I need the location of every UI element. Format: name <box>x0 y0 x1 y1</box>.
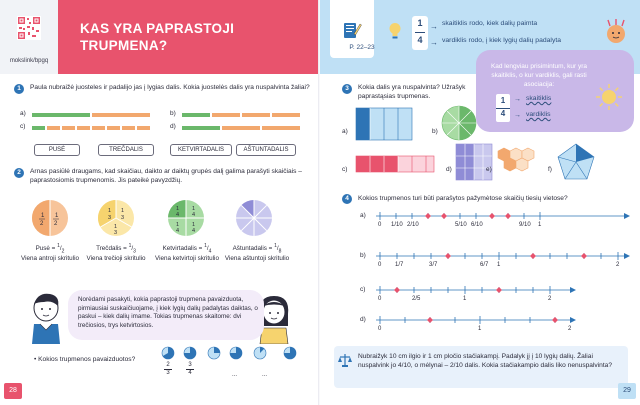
line-d-tick-0: 0 <box>378 326 382 332</box>
circle-half <box>30 196 70 240</box>
svg-text:3: 3 <box>114 230 118 236</box>
task-5-box <box>334 346 628 388</box>
tag-ketvirtadalis[interactable]: KETVIRTADALIS <box>170 144 232 156</box>
svg-text:3: 3 <box>108 215 112 221</box>
speech-bubble <box>68 290 264 340</box>
qr-code-icon <box>17 16 41 40</box>
qr-link-text[interactable]: mokslink/bpgq <box>9 58 49 64</box>
circle-quarter-label: Ketvirtadalis = $^1/_4$ <box>162 243 212 255</box>
line-a-tick-10: 1 <box>538 222 542 228</box>
answer-fraction-1: 2 3 <box>164 362 172 377</box>
tag-puse[interactable]: PUSĖ <box>34 144 80 156</box>
hint-word-numerator: skaitiklis <box>526 95 552 102</box>
svg-text:1: 1 <box>108 208 112 214</box>
answer-dots-2: ... <box>262 372 268 378</box>
numerator-legend: skaitiklis rodo, kiek dalių paimta <box>442 20 538 27</box>
task-2-question: • Kokios trupmenos pavaizduotos? <box>34 356 136 363</box>
circle-half-label: Pusė = $^1/_2$ <box>35 243 65 255</box>
page-number-right: 29 <box>618 383 636 399</box>
task-1-text: Paula nubraižė juosteles ir padalijo jas į lygias dalis. Kokia juostelės dalis yra nuspalvinta žaliai? <box>30 84 310 91</box>
strip-d <box>182 126 302 130</box>
shape-c <box>354 150 436 176</box>
number-line-d <box>370 310 630 330</box>
svg-text:4: 4 <box>192 212 196 218</box>
line-a-tick-9: 9/10 <box>519 222 531 228</box>
tag-trecdalis[interactable]: TREČDALIS <box>98 144 154 156</box>
lightbulb-icon <box>388 22 402 40</box>
line-c-tick-2w: 2 <box>548 296 552 302</box>
line-b-tick-1w: 1 <box>497 262 501 268</box>
line-a-tick-0: 0 <box>378 222 382 228</box>
task-3-c-label: c) <box>342 166 348 173</box>
page-number-left: 28 <box>4 383 22 399</box>
circle-quarter <box>166 196 206 240</box>
svg-text:1: 1 <box>192 206 196 212</box>
shape-b <box>440 104 478 142</box>
header-fraction <box>412 16 428 50</box>
line-a-tick-1: 1/10 <box>391 222 403 228</box>
shape-f <box>556 142 596 182</box>
task-2-text: Arnas pasiūlė draugams, kad skaičiau, daikto ar daiktų grupės dalį galima parašyti skaičiais – paprastosiomis trupmenomis. Jis pateikė pavyzdžių. <box>30 168 302 184</box>
line-b-tick-1: 1/7 <box>395 262 404 268</box>
line-c-label: c) <box>360 286 366 293</box>
arrow-right-icon: → <box>430 22 438 31</box>
tag-astuntadalis[interactable]: AŠTUNTADALIS <box>236 144 296 156</box>
workbook-ref-box <box>330 0 374 58</box>
right-page <box>320 0 640 405</box>
scales-icon <box>338 352 352 368</box>
task-1-number: 1 <box>14 84 24 94</box>
task-4-text: Kokios trupmenos turi būti parašytos pažymėtose skaičių tiesių vietose? <box>358 195 568 202</box>
task-1-a-label: a) <box>20 110 26 117</box>
svg-text:1: 1 <box>41 213 45 219</box>
task-3-a-label: a) <box>342 128 348 135</box>
shape-d <box>452 142 496 184</box>
sun-icon <box>594 82 624 112</box>
svg-text:3: 3 <box>121 215 125 221</box>
arrow-right-icon: → <box>430 38 438 47</box>
task-4-number: 4 <box>342 194 352 204</box>
page-title: KAS YRA PAPRASTOJI TRUPMENA? <box>80 21 235 53</box>
circle-eighth-label: Aštuntadalis = $^1/_8$ <box>232 243 282 255</box>
task-5-text: Nubraižyk 10 cm ilgio ir 1 cm pločio stačiakampį. Padalyk jį į 10 lygių dalių. Žaliai nuspalvink jo 4/10, o mėlynai – 2/10 dalis. Kokia stačiakampio dalis liko nenuspalvinta? <box>358 353 613 369</box>
strip-c <box>32 126 152 130</box>
hint-fraction: $\frac{1}{4}$ <box>496 94 510 122</box>
line-b-tick-0: 0 <box>378 262 382 268</box>
answer-fraction-2: 3 4 <box>186 362 194 377</box>
hint-text: Kad lengviau prisimintum, kur yra skaitiklis, o kur vardiklis, gali rasti asociacija: <box>490 63 588 88</box>
hint-word-denominator: vardiklis <box>526 111 551 118</box>
header-fraction-denominator: 4 <box>417 35 423 45</box>
task-3-text: Kokia dalis yra nuspalvinta? Užrašyk paprastąsias trupmenas. <box>358 84 466 100</box>
header-fraction-numerator: 1 <box>417 18 423 28</box>
line-a-tick-5: 5/10 <box>455 222 467 228</box>
arrow-right-icon: → <box>514 96 521 103</box>
line-c-tick-1w: 1 <box>463 296 467 302</box>
speech-text: Norėdami pasakyti, kokia paprastoji trupmena pavaizduota, pirmiausiai suskaičiuojame, į kiek lygių dalių padalytas daiktas, o paskui – kiek dalių imame. Tokias trupmenas skaitome: dvi trečiosios, trys ketvirtosios. <box>78 296 258 329</box>
boy-character-icon <box>24 290 68 344</box>
svg-text:1: 1 <box>176 222 180 228</box>
line-a-tick-6: 6/10 <box>471 222 483 228</box>
circle-third-label: Trečdalis = $^1/_3$ <box>96 243 136 255</box>
svg-text:4: 4 <box>176 228 180 234</box>
line-a-label: a) <box>360 212 366 219</box>
pencil-notebook-icon <box>342 20 362 40</box>
svg-text:1: 1 <box>192 222 196 228</box>
answer-dots-1: ... <box>232 372 238 378</box>
svg-text:1: 1 <box>114 224 118 230</box>
task-2-number: 2 <box>14 168 24 178</box>
svg-text:1: 1 <box>176 206 180 212</box>
title-band <box>58 0 320 74</box>
line-d-tick-1: 1 <box>478 326 482 332</box>
shape-e <box>492 146 538 180</box>
line-b-label: b) <box>360 252 366 259</box>
mascot-icon <box>602 18 630 48</box>
circle-third <box>96 196 136 240</box>
task-3-e-label: e) <box>486 166 492 173</box>
line-a-tick-2: 2/10 <box>407 222 419 228</box>
circle-eighth <box>234 196 274 240</box>
shape-a <box>354 104 414 144</box>
svg-text:2: 2 <box>54 221 58 227</box>
line-b-tick-3: 3/7 <box>429 262 438 268</box>
qr-box <box>0 0 58 74</box>
strip-b <box>182 113 302 117</box>
task-1-b-label: b) <box>170 110 176 117</box>
svg-text:1: 1 <box>121 208 125 214</box>
task-1-c-label: c) <box>20 123 26 130</box>
arrow-right-icon: → <box>514 112 521 119</box>
circle-eighth-caption: Viena aštuntoji skritulio <box>224 255 290 262</box>
line-d-tick-2: 2 <box>568 326 572 332</box>
denominator-legend: vardiklis rodo, į kiek lygių dalių padalyta <box>442 37 562 44</box>
task-3-f-label: f) <box>548 166 552 173</box>
strip-a <box>32 113 152 117</box>
task-3-d-label: d) <box>446 166 452 173</box>
task-3-number: 3 <box>342 84 352 94</box>
svg-text:4: 4 <box>192 228 196 234</box>
svg-text:4: 4 <box>176 212 180 218</box>
line-c-tick-2: 2/5 <box>412 296 421 302</box>
task-1-d-label: d) <box>170 123 176 130</box>
workbook-page-ref: P. 22–23 <box>349 44 375 51</box>
svg-text:2: 2 <box>40 221 44 227</box>
circle-third-caption: Viena trečioji skritulio <box>86 255 146 262</box>
circle-quarter-caption: Viena ketvirtoji skritulio <box>155 255 219 262</box>
answer-shapes <box>160 346 310 360</box>
svg-text:1: 1 <box>55 213 59 219</box>
line-c-tick-0: 0 <box>378 296 382 302</box>
circle-half-caption: Viena antroji skritulio <box>21 255 79 262</box>
line-d-label: d) <box>360 316 366 323</box>
line-b-tick-6: 6/7 <box>480 262 489 268</box>
number-line-c <box>370 280 630 300</box>
hint-box <box>476 50 634 132</box>
line-b-tick-2w: 2 <box>616 262 620 268</box>
task-3-b-label: b) <box>432 128 438 135</box>
